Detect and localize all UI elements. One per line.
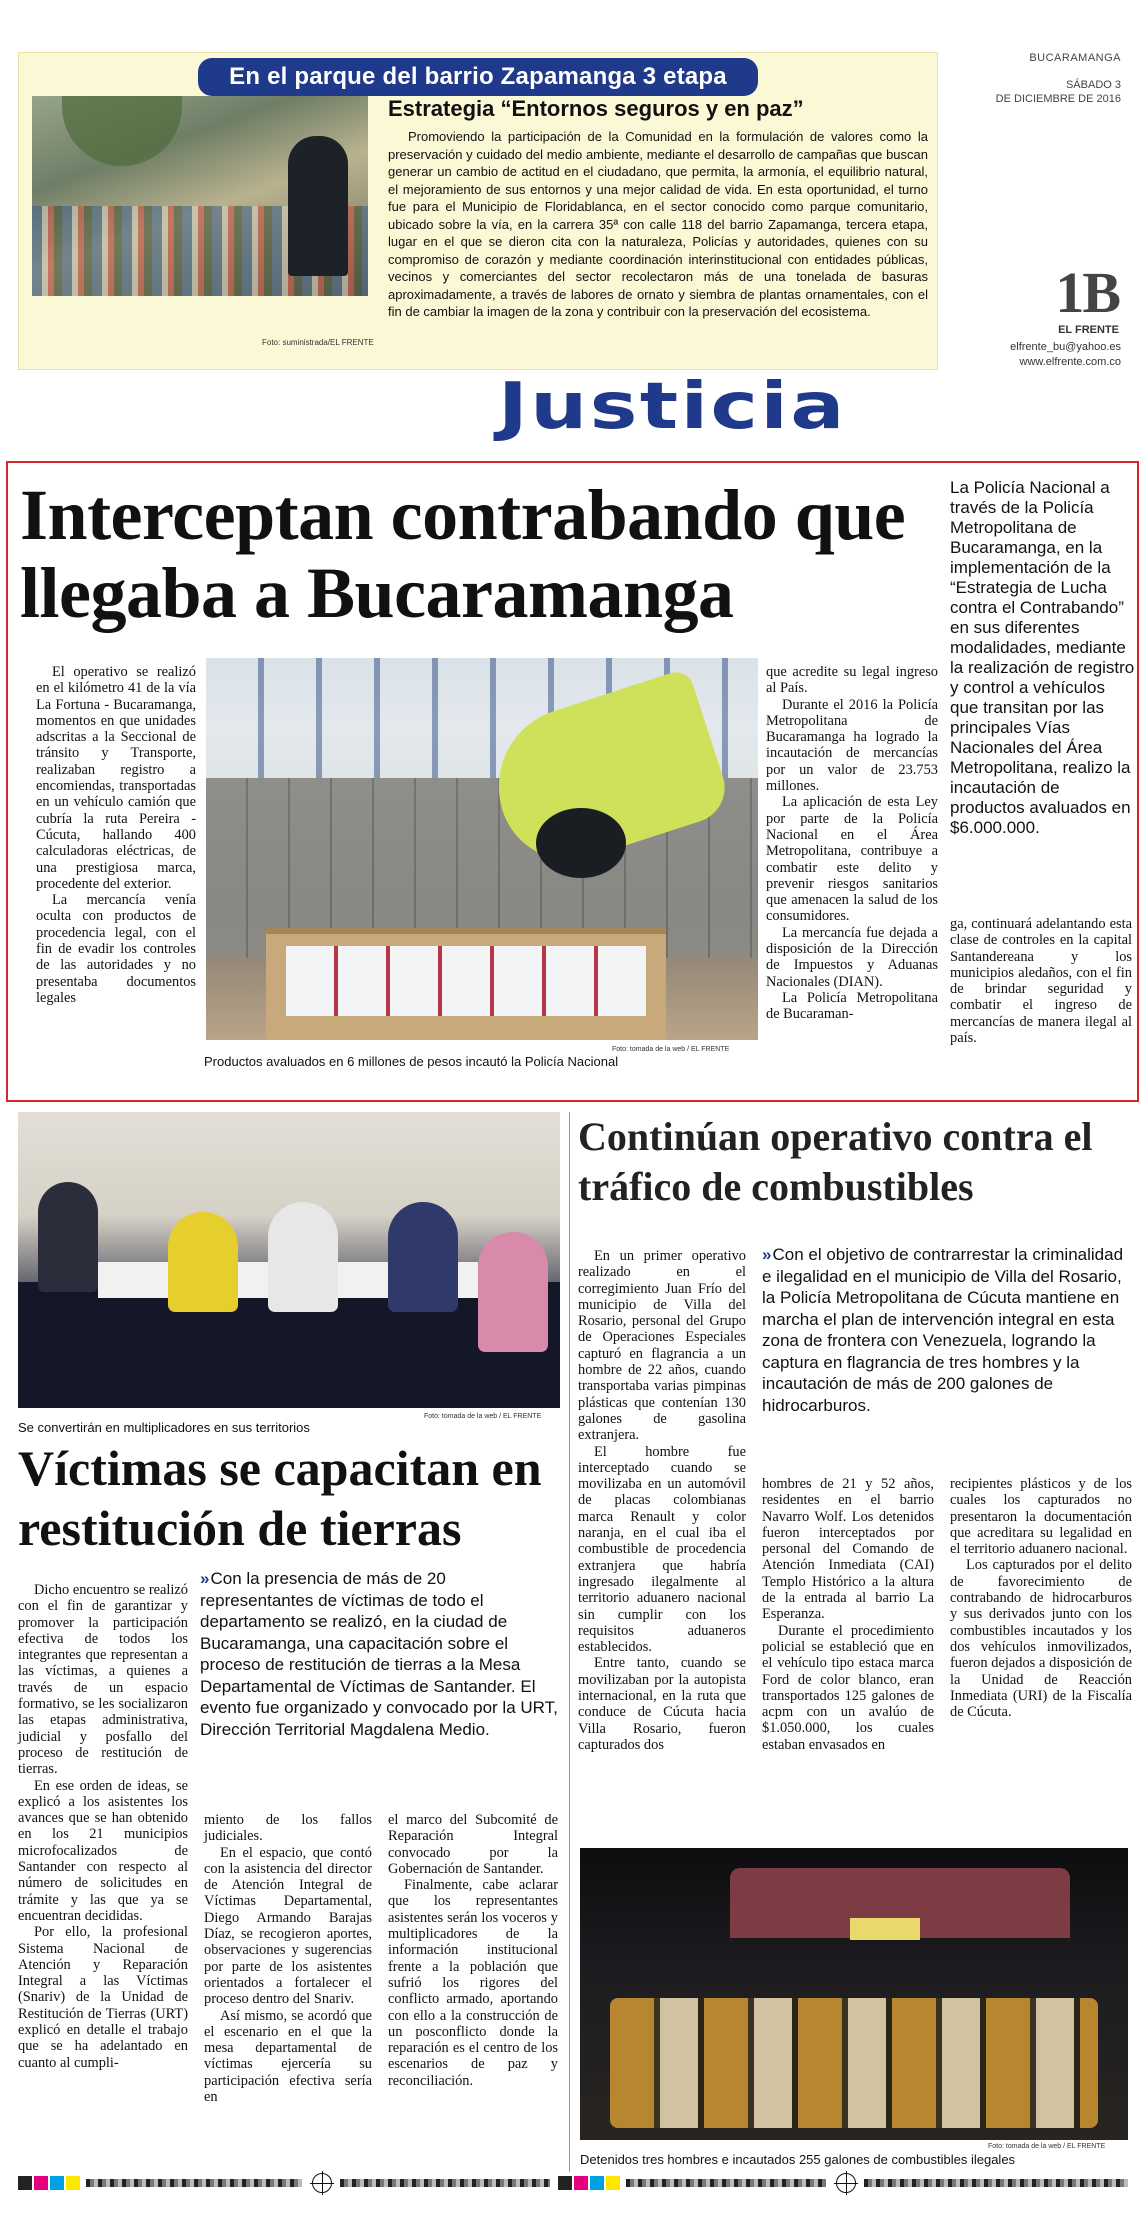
lede-arrow-icon: » xyxy=(200,1569,207,1588)
page-number: 1B xyxy=(1055,260,1119,325)
color-swatch xyxy=(66,2176,80,2190)
fuel-photo-caption: Detenidos tres hombres e incautados 255 galones de combustibles ilegales xyxy=(580,2152,1016,2167)
victims-photo xyxy=(18,1112,560,1408)
gray-scale-strip xyxy=(864,2179,1128,2187)
paragraph: En un primer operativo realizado en el corregimiento Juan Frío del municipio de Villa del Rosario, personal del Grupo de Operaciones Especiales capturó en flagrancia a un hombre de 22 años, cuando transportaba varias pimpinas plásticas que contenían 130 galones de gasolina extranjera. xyxy=(578,1248,746,1444)
feature-title: Estrategia “Entornos seguros y en paz” xyxy=(388,96,804,121)
registration-mark-icon xyxy=(312,2173,332,2193)
paragraph: Dicho encuentro se realizó con el fin de garantizar y promover la participación efectiva de todos los integrantes que representan a las víctimas, a quienes a través de un espacio formativo, se les socializaron las etapas administrativa, judicial y posfallo del proceso de restitución de tierras. xyxy=(18,1582,188,1778)
gray-scale-strip xyxy=(86,2179,302,2187)
victims-lede-text: Con la presencia de más de 20 representantes de víctimas de todo el departamento se realizó, en la ciudad de Bucaramanga, una capacitación sobre el proceso de restitución de tierras a la Mesa Departamental de Víctimas de Santander. El evento fue organizado y convocado por la URT, Dirección Territorial Magdalena Medio. xyxy=(200,1569,558,1739)
main-column-3 xyxy=(766,664,938,1023)
print-registration-bar xyxy=(18,2176,1128,2190)
paragraph: el marco del Subcomité de Reparación Integral convocado por la Gobernación de Santander. xyxy=(388,1812,558,1877)
victims-photo-caption: Se convertirán en multiplicadores en sus territorios xyxy=(18,1420,310,1435)
paragraph: En ese orden de ideas, se explicó a los asistentes los avances que se han obtenido en los 21 municipios microfocalizados de Santander con respecto al número de solicitudes en trámite y las que ya se encuentran decididas. xyxy=(18,1777,188,1924)
victims-column-3 xyxy=(388,1812,558,2089)
dateline xyxy=(981,52,1121,106)
victims-photo-credit: Foto: tomada de la web / EL FRENTE xyxy=(424,1413,542,1420)
newspaper-name: EL FRENTE xyxy=(1058,324,1119,336)
feature-text: Promoviendo la participación de la Comunidad en la formulación de valores como la preservación y cuidado del medio ambiente, mediante el desarrollo de campañas que buscan generar un cambio de actitud en el ciudadano, que permita, la armonía, el equilibrio natural, el mejoramiento de sus entornos y una mejor calidad de vida. En esta oportunidad, el turno fue para el Municipio de Floridablanca, en el sector conocido como parque comunitario, ubicado sobre la vía, en la carrera 35ª con calle 118 del barrio Zapamanga, tercera etapa, lugar en el que se dieron cita con la naturaleza, Policías y autoridades, quienes con su compromiso de corazón y mediante coordinación interinstitucional con entidades públicas, vecinos y comerciantes del sector recolectaron más de una tonelada de basuras aproximadamente, a través de labores de ornato y siembra de plantas ornamentales, con el fin de cambiar la imagen de la zona y contribuir con la preservación del ecosistema. xyxy=(388,129,928,319)
paragraph: Entre tanto, cuando se movilizaban por la autopista internacional, en la ruta que conduce de Cúcuta hacia Villa Rosario, fueron capturados dos xyxy=(578,1655,746,1753)
paragraph: Durante el procedimiento policial se estableció que en el vehículo tipo estaca marca Ford de color blanco, eran transportados 125 galones de acpm con un avalúo de $1.050.000, los cuales estaban envasados en xyxy=(762,1622,934,1753)
victims-lede xyxy=(200,1568,560,1740)
paragraph: hombres de 21 y 52 años, residentes en el barrio Navarro Wolf. Los detenidos fueron interceptados por personal del Comando de Atención Inmediata (CAI) Templo Histórico a la altura de la entrada al barrio La Esperanza. xyxy=(762,1476,934,1623)
registration-mark-icon xyxy=(836,2173,856,2193)
fuel-column-1 xyxy=(578,1248,746,1753)
dateline-date-2: DE DICIEMBRE DE 2016 xyxy=(995,93,1121,105)
color-swatch xyxy=(558,2176,572,2190)
section-title: Justicia xyxy=(498,370,847,444)
fuel-photo xyxy=(580,1848,1128,2140)
column-divider xyxy=(569,1112,570,2172)
main-column-4 xyxy=(950,916,1132,1046)
fuel-headline: Continúan operativo contra el tráfico de combustibles xyxy=(578,1114,1093,1209)
main-headline: Interceptan contrabando que llegaba a Bucaramanga xyxy=(20,475,906,633)
victims-headline: Víctimas se capacitan en restitución de tierras xyxy=(18,1440,542,1556)
main-photo-caption: Productos avaluados en 6 millones de pesos incautó la Policía Nacional xyxy=(204,1054,619,1069)
color-swatch xyxy=(606,2176,620,2190)
paragraph: El hombre fue interceptado cuando se movilizaba en un automóvil de placas colombianas marca Renault y color naranja, en el cual iba el combustible de procedencia extranjera que habría ingresado ilegalmente al territorio aduanero nacional sin cumplir con los requisitos aduaneros establecidos. xyxy=(578,1443,746,1656)
paragraph: Así mismo, se acordó que el escenario en el que la mesa departamental de víctimas ejercería su participación efectiva sería en xyxy=(204,2007,372,2106)
paragraph: La aplicación de esta Ley por parte de la Policía Nacional en el Área Metropolitana, contribuye a combatir este delito y prevenir riesgos sanitarios que amenacen la salud de los consumidores. xyxy=(766,794,938,925)
color-swatch xyxy=(18,2176,32,2190)
feature-photo-credit: Foto: suministrada/EL FRENTE xyxy=(262,338,374,347)
victims-column-1 xyxy=(18,1582,188,2071)
dateline-city: BUCARAMANGA xyxy=(1029,52,1121,64)
fuel-column-2 xyxy=(762,1476,934,1753)
gray-scale-strip xyxy=(340,2179,550,2187)
fuel-column-3 xyxy=(950,1476,1132,1720)
feature-photo xyxy=(32,96,368,296)
feature-banner: En el parque del barrio Zapamanga 3 etapa xyxy=(198,58,758,96)
main-column-1 xyxy=(36,664,196,1006)
lede-arrow-icon: » xyxy=(762,1245,769,1264)
paragraph: Durante el 2016 la Policía Metropolitana de Bucaramanga ha logrado la incautación de mercancías por un valor de 23.753 millones. xyxy=(766,696,938,795)
color-swatch xyxy=(34,2176,48,2190)
victims-column-2 xyxy=(204,1812,372,2105)
paragraph: Los capturados por el delito de favorecimiento de contrabando de hidrocarburos y sus derivados junto con los combustibles incautados y los dos vehículos inmovilizados, fueron dejados a disposición de la Unidad de Reacción Inmediata (URI) de la Fiscalía de Cúcuta. xyxy=(950,1557,1132,1721)
paragraph: En el espacio, que contó con la asistencia del director de Atención Integral de Víctimas Departamental, Diego Armando Barajas Díaz, se recogieron aportes, observaciones y sugerencias por parte de los asistentes orientados a fortalecer el proceso dentro del Snariv. xyxy=(204,1844,372,2008)
paragraph: miento de los fallos judiciales. xyxy=(204,1812,372,1845)
paragraph: La mercancía fue dejada a disposición de la Dirección de Impuestos y Aduanas Nacionales (DIAN). xyxy=(766,924,938,990)
contact-website[interactable]: www.elfrente.com.co xyxy=(1019,356,1121,368)
paragraph: El operativo se realizó en el kilómetro 41 de la vía La Fortuna - Bucaramanga, momentos en que unidades adscritas a la Seccional de tránsito y Transporte, realizaban registro a encomiendas, transportadas en un vehículo camión que cubría la ruta Pereira - Cúcuta, hallando 400 calculadoras eléctricas, de una prestigiosa marca, procedente del exterior. xyxy=(36,664,196,892)
paragraph: La Policía Metropolitana de Bucaraman- xyxy=(766,989,938,1023)
paragraph: La mercancía venía oculta con productos de procedencia legal, con el fin de evadir los controles de las autoridades y no presentaba documentos legales xyxy=(36,892,196,1006)
color-swatch xyxy=(50,2176,64,2190)
paragraph: ga, continuará adelantando esta clase de controles en la capital Santandereana y los municipios aledaños, con el fin de brindar seguridad y combatir el ingreso de mercancías de manera ilegal al país. xyxy=(950,916,1132,1047)
main-lede: La Policía Nacional a través de la Policía Metropolitana de Bucaramanga, en la implementación de la “Estrategia de Lucha contra el Contrabando” en sus diferentes modalidades, mediante la realización de registro y control a vehículos que transitan por las principales Vías Nacionales del Área Metropolitana, realizo la incautación de productos avaluados en $6.000.000. xyxy=(950,478,1135,837)
paragraph: Finalmente, cabe aclarar que los representantes asistentes serán los voceros y multiplicadores de la información institucional frente a la población que sufrió los rigores del conflicto armado, aportando con ello a la construcción de un posconflicto donde la reparación es el centro de los escenarios de paz y reconciliación. xyxy=(388,1877,558,2089)
paragraph: Por ello, la profesional Sistema Nacional de Atención y Reparación Integral a las Víctimas (Snariv) de la Unidad de Restitución de Tierras (URT) explicó en detalle el trabajo que se ha adelantado en cuanto al cumpli- xyxy=(18,1924,188,2071)
gray-scale-strip xyxy=(626,2179,826,2187)
main-photo-credit: Foto: tomada de la web / EL FRENTE xyxy=(612,1046,730,1053)
contact-email[interactable]: elfrente_bu@yahoo.es xyxy=(1010,341,1121,353)
fuel-lede xyxy=(762,1244,1132,1416)
paragraph: que acredite su legal ingreso al País. xyxy=(766,664,938,697)
fuel-lede-text: Con el objetivo de contrarrestar la criminalidad e ilegalidad en el municipio de Villa del Rosario, la Policía Metropolitana de Cúcuta mantiene en marcha el plan de intervención integral en esta zona de frontera con Venezuela, logrando la captura en flagrancia de tres hombres y la incautación de más de 200 galones de hidrocarburos. xyxy=(762,1245,1124,1415)
color-swatch xyxy=(574,2176,588,2190)
dateline-date-1: SÁBADO 3 xyxy=(1065,79,1121,91)
paragraph: recipientes plásticos y de los cuales los capturados no presentaron la documentación que acreditara su legalidad en el territorio aduanero nacional. xyxy=(950,1476,1132,1558)
color-swatch xyxy=(590,2176,604,2190)
main-photo xyxy=(206,658,758,1040)
contact-info xyxy=(1010,340,1121,370)
fuel-photo-credit: Foto: tomada de la web / EL FRENTE xyxy=(988,2143,1106,2150)
